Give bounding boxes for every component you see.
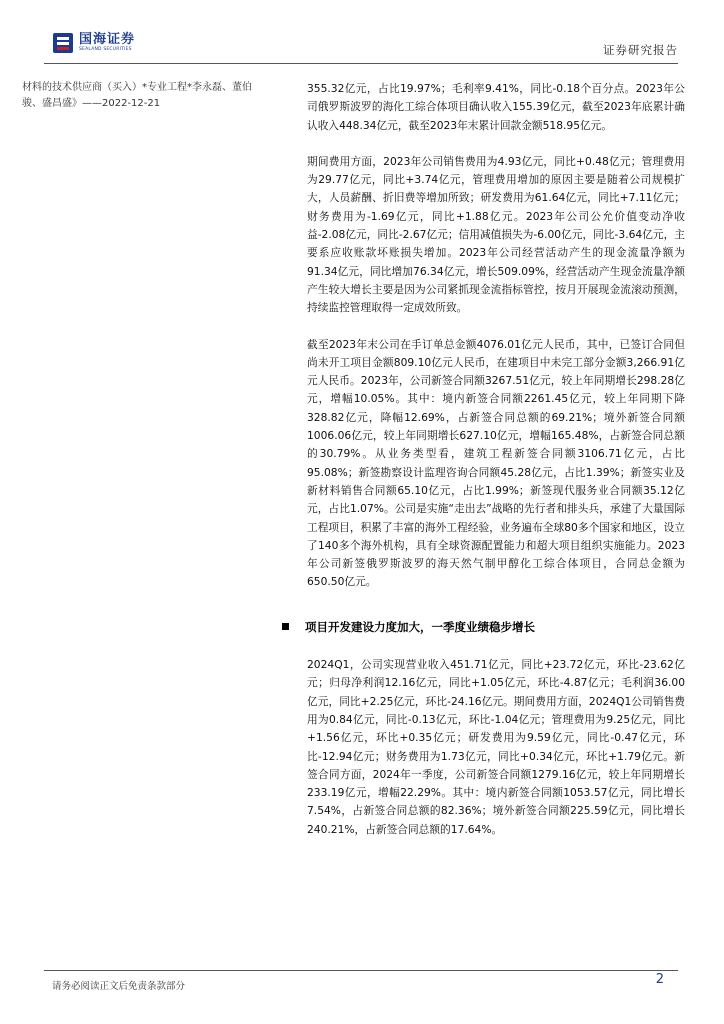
report-body	[307, 80, 685, 857]
section-heading	[282, 618, 685, 636]
page-number: 2	[655, 972, 664, 987]
report-type-label: 证券研究报告	[603, 43, 678, 57]
page-header	[44, 28, 678, 66]
header-divider	[44, 63, 678, 64]
paragraph-orders: 截至2023年末公司在手订单总金额4076.01亿元人民币，其中，已签订合同但尚未开工项目金额809.10亿元人民币，在建项目中未完工部分金额3,266.91亿元人民币。2023年，公司新签合同额3267.51亿元，较上年同期增长298.28亿元，增幅10.05%。其中：境内新签合同额2261.45亿元，较上年同期下降328.82亿元，降幅12.69%，占新签合同总额的69.21%；境外新签合同额1006.06亿元，较上年同期增长627.10亿元，增幅165.48%，占新签合同总额的30.79%。从业务类型看，建筑工程新签合同额3106.71亿元，占比95.08%；新签勘察设计监理咨询合同额45.28亿元，占比1.39%；新签实业及新材料销售合同额65.10亿元，占比1.99%；新签现代服务业合同额35.12亿元，占比1.07%。公司是实施“走出去”战略的先行者和排头兵，承建了大量国际工程项目，积累了丰富的海外工程经验，业务遍布全球80多个国家和地区，设立了140多个海外机构，具有全球资源配置能力和超大项目组织实施能力。2023年公司新签俄罗斯波罗的海天然气制甲醇化工综合体项目，合同总金额为650.50亿元。	[307, 337, 685, 589]
paragraph-q1-results: 2024Q1，公司实现营业收入451.71亿元，同比+23.72亿元，环比-23.62亿元；归母净利润12.16亿元，同比+1.05亿元，环比-4.87亿元；毛利润36.00亿元，同比+2.25亿元，环比-24.16亿元。期间费用方面，2024Q1公司销售费用为0.84亿元，同比-0.13亿元，环比-1.04亿元；管理费用为9.25亿元，同比+1.56亿元，环比+0.35亿元；研发费用为9.59亿元，同比-0.47亿元，环比-12.94亿元；财务费用为1.73亿元，同比+0.34亿元，环比+1.79亿元。新签合同方面，2024年一季度，公司新签合同额1279.16亿元，较上年同期增长233.19亿元，增幅22.29%。其中：境内新签合同额1053.57亿元，同比增长7.54%，占新签合同总额的82.36%；境外新签合同额225.59亿元，同比增长240.21%，占新签合同总额的17.64%。	[307, 658, 685, 836]
related-reports-sidebar	[22, 80, 270, 112]
paragraph-expenses: 期间费用方面，2023年公司销售费用为4.93亿元，同比+0.48亿元；管理费用为29.77亿元，同比+3.74亿元，管理费用增加的原因主要是随着公司规模扩大，人员薪酬、折旧费等增加所致；研发费用为61.64亿元，同比+7.11亿元；财务费用为-1.69亿元，同比+1.88亿元。2023年公司公允价值变动净收益-2.08亿元，同比-2.67亿元；信用减值损失为-6.00亿元，同比-3.64亿元，主要系应收账款坏账损失增加。2023年公司经营活动产生的现金流量净额为91.34亿元，同比增加76.34亿元，增长509.09%，经营活动产生现金流量净额产生较大增长主要是因为公司紧抓现金流指标管控，按月开展现金流滚动预测，持续监控管理取得一定成效所致。	[307, 154, 685, 315]
sealand-logo-icon	[52, 32, 74, 54]
company-logo	[52, 30, 135, 56]
footer-divider	[44, 970, 678, 971]
square-bullet-icon	[282, 623, 289, 630]
section-heading-text: 项目开发建设力度加大，一季度业绩稳步增长	[305, 619, 535, 634]
related-report-link[interactable]: 材料的技术供应商（买入）*专业工程*李永磊、董伯骏、盛昌盛》——2022-12-21	[22, 82, 252, 109]
page-footer	[44, 970, 678, 992]
logo-english-name: SEALAND SECURITIES	[79, 47, 132, 53]
paragraph-revenue: 355.32亿元，占比19.97%；毛利率9.41%，同比-0.18个百分点。2023年公司俄罗斯波罗的海化工综合体项目确认收入155.39亿元，截至2023年底累计确认收入448.34亿元，截至2023年末累计回款金额518.95亿元。	[307, 82, 685, 132]
logo-chinese-name: 国海证券	[79, 32, 136, 48]
disclaimer-note: 请务必阅读正文后免责条款部分	[52, 981, 186, 992]
